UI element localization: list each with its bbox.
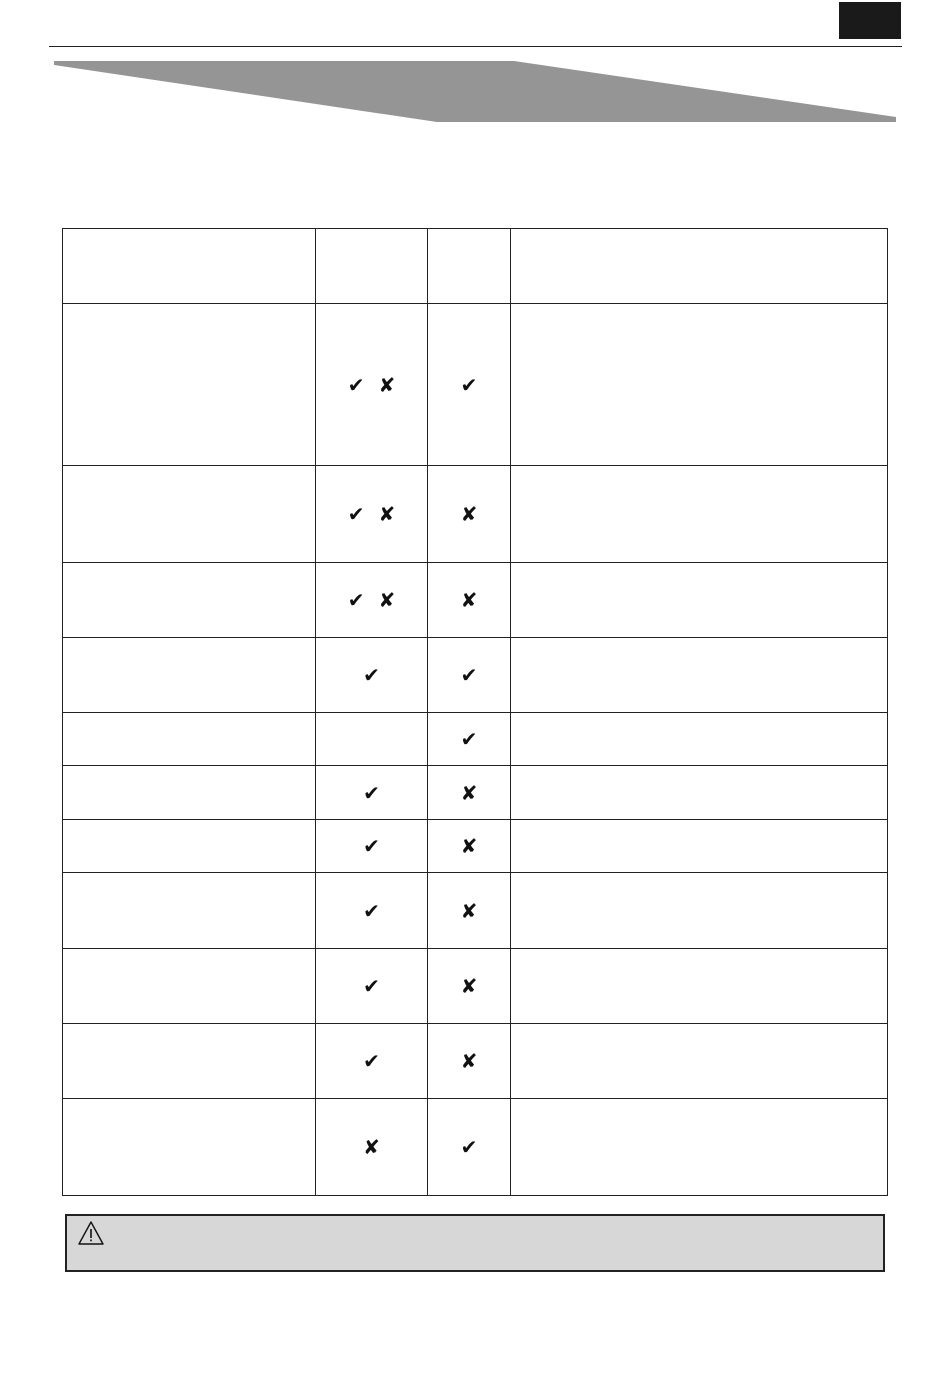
row-description-cell	[511, 820, 888, 873]
row-mark-cell-b	[428, 304, 511, 466]
row-description-cell	[511, 766, 888, 820]
check-mark-icon: ✔	[460, 372, 478, 397]
cross-mark-icon: ✘	[460, 780, 478, 805]
row-mark-cell-a	[316, 766, 428, 820]
row-mark-cell-b	[428, 873, 511, 949]
row-mark-cell-a	[316, 1099, 428, 1196]
row-description-cell	[511, 949, 888, 1024]
table-row	[63, 638, 888, 713]
row-description-cell	[511, 638, 888, 713]
row-description-cell	[511, 873, 888, 949]
row-mark-cell-a	[316, 304, 428, 466]
check-mark-icon: ✔	[363, 898, 380, 923]
cross-mark-icon: ✘	[378, 588, 396, 612]
row-mark-cell-a	[316, 563, 428, 638]
table-row	[63, 713, 888, 766]
row-mark-cell-b	[428, 766, 511, 820]
row-mark-cell-b	[428, 466, 511, 563]
warning-triangle-icon	[77, 1220, 105, 1246]
page-corner-block	[839, 2, 901, 39]
cross-mark-icon: ✘	[460, 1049, 478, 1073]
row-mark-cell-b	[428, 563, 511, 638]
row-label-cell	[63, 766, 316, 820]
row-mark-cell-a	[316, 638, 428, 713]
table-header-row	[63, 229, 888, 304]
cross-mark-icon: ✘	[460, 974, 478, 998]
table-row	[63, 873, 888, 949]
table-body	[63, 304, 888, 1196]
row-description-cell	[511, 304, 888, 466]
check-mark-icon: ✔	[363, 663, 380, 687]
warning-box	[65, 1214, 885, 1272]
check-mark-icon: ✔	[460, 663, 478, 687]
row-description-cell	[511, 563, 888, 638]
row-label-cell	[63, 873, 316, 949]
cross-mark-icon: ✘	[460, 898, 478, 923]
row-mark-cell-b	[428, 820, 511, 873]
row-mark-cell-b	[428, 1024, 511, 1099]
check-mark-icon: ✔	[347, 502, 365, 526]
row-label-cell	[63, 563, 316, 638]
row-label-cell	[63, 466, 316, 563]
row-label-cell	[63, 1024, 316, 1099]
compatibility-table	[62, 228, 888, 1196]
row-mark-cell-b	[428, 713, 511, 766]
cross-mark-icon: ✘	[460, 588, 478, 612]
table-row	[63, 563, 888, 638]
row-mark-cell-a	[316, 1024, 428, 1099]
row-label-cell	[63, 713, 316, 766]
check-mark-icon: ✔	[460, 1135, 478, 1159]
row-mark-cell-a	[316, 873, 428, 949]
row-label-cell	[63, 1099, 316, 1196]
row-mark-cell-b	[428, 949, 511, 1024]
check-mark-icon: ✔	[363, 834, 380, 858]
check-mark-icon: ✔	[347, 372, 365, 397]
table-row	[63, 1099, 888, 1196]
row-mark-cell-a	[316, 820, 428, 873]
check-mark-icon: ✔	[460, 727, 478, 751]
table-row	[63, 466, 888, 563]
row-label-cell	[63, 820, 316, 873]
section-banner	[54, 61, 896, 122]
header-rule	[49, 46, 902, 47]
cross-mark-icon: ✘	[363, 1135, 380, 1159]
cross-mark-icon: ✘	[378, 502, 396, 526]
row-mark-cell-a	[316, 466, 428, 563]
cross-mark-icon: ✘	[460, 502, 478, 526]
check-mark-icon: ✔	[363, 974, 380, 998]
row-mark-cell-a	[316, 949, 428, 1024]
header-cell-3	[428, 229, 511, 304]
row-label-cell	[63, 949, 316, 1024]
row-description-cell	[511, 713, 888, 766]
table-row	[63, 820, 888, 873]
table-row	[63, 1024, 888, 1099]
cross-mark-icon: ✘	[378, 372, 396, 397]
check-mark-icon: ✔	[347, 588, 365, 612]
row-mark-cell-b	[428, 1099, 511, 1196]
header-cell-2	[316, 229, 428, 304]
row-description-cell	[511, 1024, 888, 1099]
check-mark-icon: ✔	[363, 780, 380, 805]
cross-mark-icon: ✘	[460, 834, 478, 858]
check-mark-icon: ✔	[363, 1049, 380, 1073]
row-description-cell	[511, 466, 888, 563]
row-label-cell	[63, 638, 316, 713]
row-mark-cell-a	[316, 713, 428, 766]
table-row	[63, 766, 888, 820]
table-row	[63, 304, 888, 466]
row-description-cell	[511, 1099, 888, 1196]
header-cell-4	[511, 229, 888, 304]
table-row	[63, 949, 888, 1024]
row-label-cell	[63, 304, 316, 466]
row-mark-cell-b	[428, 638, 511, 713]
header-cell-1	[63, 229, 316, 304]
